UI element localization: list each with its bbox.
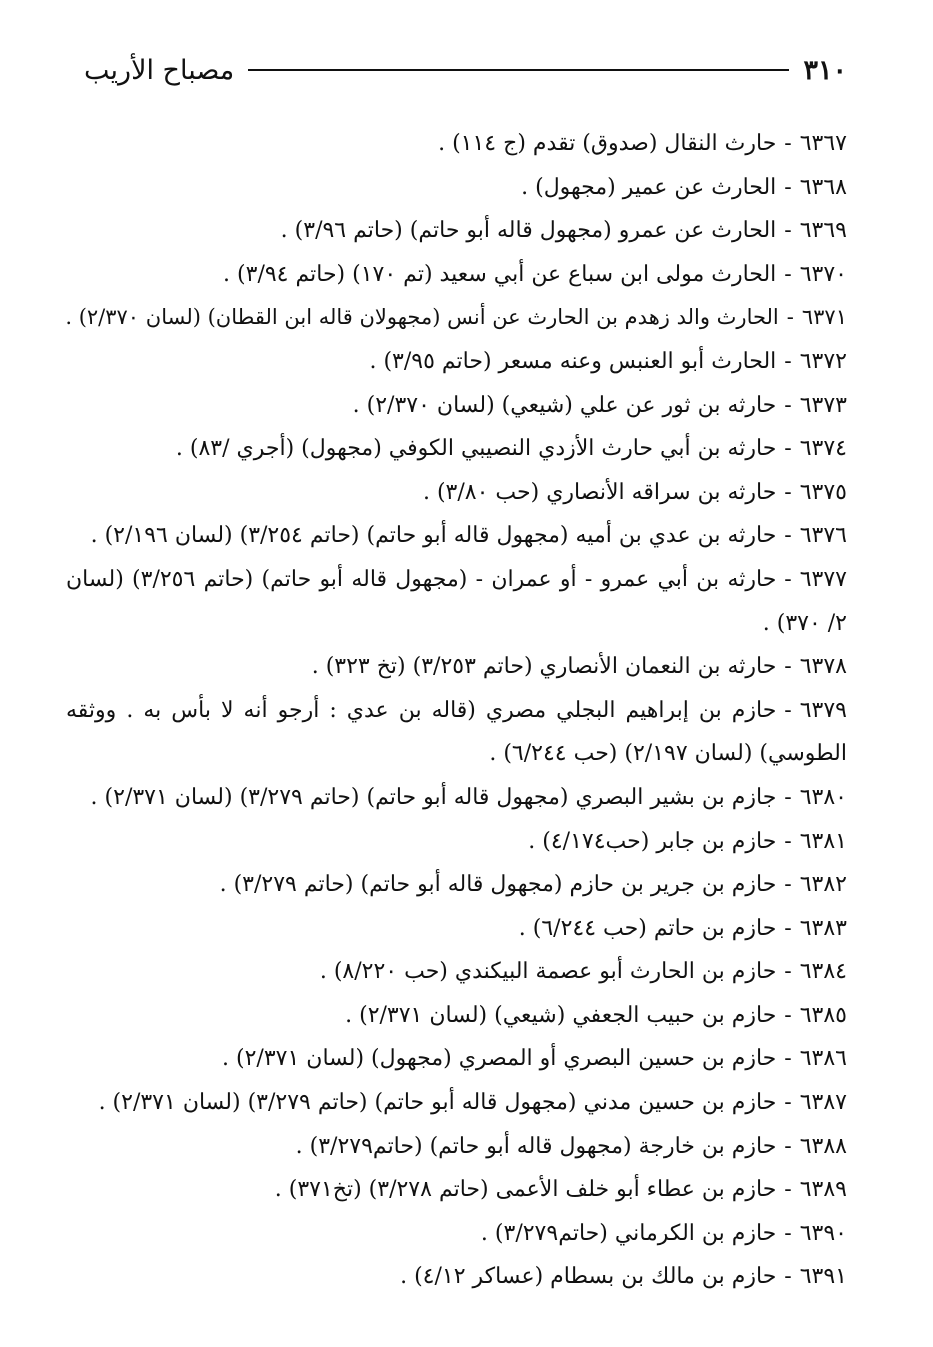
entry-text: حازم بن إبراهيم البجلي مصري (قاله بن عدي : أرجو أنه لا بأس به . ووثقه الطوسي) (لسان ٢/١٩٧) (حب ٦/٢٤٤) . [66,697,847,767]
entry-separator: - [784,131,792,156]
entry-row [60,471,847,515]
entry-text: حازم بن مالك بن بسطام (عساكر ٤/١٢) . [400,1264,777,1290]
entry-row [60,514,847,558]
entry-separator: - [784,784,792,810]
entry-separator: - [784,1220,792,1246]
entry-separator: - [784,654,792,680]
entry-number: ٦٣٧٢ [799,348,847,374]
entry-text: حارثه بن النعمان الأنصاري (حاتم ٣/٢٥٣) (تخ ٣٢٣) . [311,654,777,680]
entry-row [60,820,847,864]
entry-row [60,907,847,951]
entry-number: ٦٣٧١ [801,305,847,330]
entry-row [60,950,847,994]
entry-text: حازم بن جابر (حب٤/١٧٤) . [528,828,777,854]
entry-number: ٦٣٧٤ [799,436,847,462]
entry-row [60,1255,847,1299]
entry-row [60,1081,847,1125]
entry-separator: - [784,348,792,374]
entry-text: حازم بن الكرماني (حاتم٣/٢٧٩) . [480,1220,777,1246]
page-header [84,48,847,92]
entry-number: ٦٣٧٩ [799,697,847,723]
entry-number: ٦٣٨٤ [799,959,847,985]
entry-row [60,645,847,689]
entry-row [60,209,847,253]
entry-text: الحارث مولى ابن سباع عن أبي سعيد (تم ١٧٠) (حاتم ٣/٩٤) . [223,261,777,287]
entry-text: الحارث عن عمير (مجهول) . [521,174,777,200]
entry-separator: - [784,959,792,985]
entry-separator: - [784,566,792,592]
entry-text: حازم بن حسين البصري أو المصري (مجهول) (لسان ٢/٣٧١) . [222,1046,777,1072]
entry-separator: - [784,1177,792,1203]
entry-separator: - [784,1046,792,1072]
entry-text: حازم بن حسين مدني (مجهول قاله أبو حاتم) (حاتم ٣/٢٧٩) (لسان ٢/٣٧١) . [98,1090,777,1116]
page-number: ٣١٠ [803,54,847,86]
entry-text: حازم بن جرير بن حازم (مجهول قاله أبو حاتم) (حاتم ٣/٢٧٩) . [219,872,777,898]
entry-number: ٦٣٧٦ [799,523,847,549]
header-rule [248,69,789,71]
entry-text: حازم بن حبيب الجعفي (شيعي) (لسان ٢/٣٧١) . [345,1002,777,1028]
entry-text: حازم بن خارجة (مجهول قاله أبو حاتم) (حاتم٣/٢٧٩) . [295,1133,777,1159]
entry-text: الحارث أبو العنبس وعنه مسعر (حاتم ٣/٩٥) . [369,348,777,374]
entry-text: الحارث عن عمرو (مجهول قاله أبو حاتم) (حاتم ٣/٩٦) . [280,218,777,244]
entry-number: ٦٣٧٥ [799,479,847,505]
entry-text: جازم بن بشير البصري (مجهول قاله أبو حاتم) (حاتم ٣/٢٧٩) (لسان ٢/٣٧١) . [90,784,777,810]
entry-number: ٦٣٨٦ [799,1046,847,1072]
entry-number: ٦٣٦٩ [799,218,847,244]
entry-row [60,122,847,166]
entry-separator: - [784,523,792,549]
entry-list [60,122,847,1299]
entry-separator: - [786,305,794,330]
entry-separator: - [784,392,792,418]
entry-number: ٦٣٨٨ [799,1133,847,1159]
entry-number: ٦٣٨٩ [799,1177,847,1203]
entry-number: ٦٣٨٣ [799,915,847,941]
entry-text: حارثه بن سراقه الأنصاري (حب ٣/٨٠) . [422,479,777,505]
entry-text: حازم بن الحارث أبو عصمة البيكندي (حب ٨/٢٢٠) . [319,959,777,985]
entry-separator: - [784,436,792,462]
entry-separator: - [784,1133,792,1159]
entry-row [60,689,847,776]
entry-row [60,1037,847,1081]
entry-separator: - [784,872,792,898]
entry-number: ٦٣٦٧ [799,131,847,156]
entry-text: حازم بن حاتم (حب ٦/٢٤٤) . [518,915,777,941]
entry-separator: - [784,1264,792,1290]
book-title: مصباح الأريب [84,54,235,86]
entry-number: ٦٣٨١ [799,828,847,854]
entry-number: ٦٣٧٧ [799,566,847,592]
entry-number: ٦٣٩١ [799,1264,847,1290]
entry-number: ٦٣٧٨ [799,654,847,680]
entry-separator: - [784,828,792,854]
entry-row [60,1212,847,1256]
entry-row [60,427,847,471]
entry-number: ٦٣٨٢ [799,872,847,898]
entry-row [60,384,847,428]
entry-row [60,1168,847,1212]
entry-row [60,994,847,1038]
entry-number: ٦٣٩٠ [799,1220,847,1246]
entry-text: حارثه بن ثور عن علي (شيعي) (لسان ٢/٣٧٠) . [352,392,777,418]
entry-text: حارثه بن أبي عمرو - أو عمران - (مجهول قاله أبو حاتم) (حاتم ٣/٢٥٦) (لسان ٢/ ٣٧٠) . [66,566,847,636]
entry-separator: - [784,1002,792,1028]
entry-number: ٦٣٨٠ [799,784,847,810]
entry-separator: - [784,1090,792,1116]
entry-number: ٦٣٦٨ [799,174,847,200]
entry-number: ٦٣٨٥ [799,1002,847,1028]
entry-row [60,776,847,820]
entry-row [60,1125,847,1169]
entry-text: الحارث والد زهدم بن الحارث عن أنس (مجهولان قاله ابن القطان) (لسان ٢/٣٧٠) . [65,305,779,330]
entry-row [60,863,847,907]
entry-text: حارثه بن عدي بن أميه (مجهول قاله أبو حاتم) (حاتم ٣/٢٥٤) (لسان ٢/١٩٦) . [90,523,777,549]
entry-separator: - [784,174,792,200]
entry-row [60,340,847,384]
entry-number: ٦٣٨٧ [799,1090,847,1116]
entry-row [60,558,847,645]
entry-separator: - [784,218,792,244]
entry-number: ٦٣٧٠ [799,261,847,287]
entry-row [60,253,847,297]
entry-separator: - [784,479,792,505]
entry-text: حارثه بن أبي حارث الأزدي النصيبي الكوفي (مجهول) (أجري /٨٣) . [175,436,777,462]
entry-separator: - [784,915,792,941]
entry-separator: - [784,261,792,287]
entry-text: حارث النقال (صدوق) تقدم (ج ١١٤) . [438,131,777,156]
entry-text: حازم بن عطاء أبو خلف الأعمى (حاتم ٣/٢٧٨) (تخ٣٧١) . [274,1177,777,1203]
entry-separator: - [784,697,792,723]
entry-row [60,296,847,340]
entry-row [60,166,847,210]
entry-number: ٦٣٧٣ [799,392,847,418]
